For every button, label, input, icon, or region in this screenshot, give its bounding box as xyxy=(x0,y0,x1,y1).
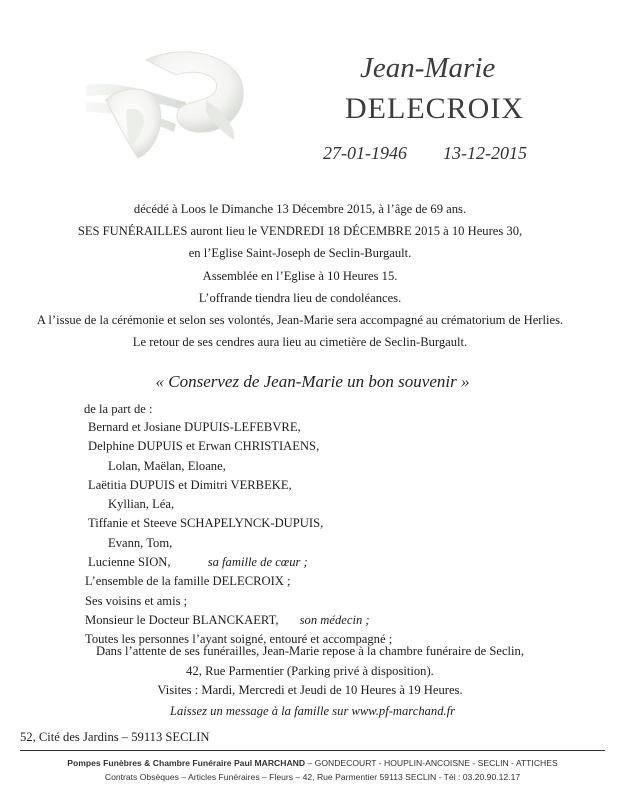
family-name: Lolan, Maëlan, Eloane, xyxy=(108,458,226,473)
family-address: 52, Cité des Jardins – 59113 SECLIN xyxy=(20,730,210,744)
family-line xyxy=(85,611,568,630)
family-note: son médecin ; xyxy=(299,612,370,627)
family-name: Ses voisins et amis ; xyxy=(85,593,188,608)
birth-date: 27-01-1946 xyxy=(323,143,407,163)
family-name: Monsieur le Docteur BLANCKAERT, xyxy=(85,612,279,627)
announcement-line: SES FUNÉRAILLES auront lieu le VENDREDI 18 DÉCEMBRE 2015 à 10 Heures 30, xyxy=(77,224,523,239)
announcement-line: Le retour de ses cendres aura lieu au cimetière de Seclin-Burgault. xyxy=(132,335,468,350)
deceased-last-name: DELECROIX xyxy=(345,92,524,125)
announcement-line: en l’Eglise Saint-Joseph de Seclin-Burgault. xyxy=(188,246,412,261)
family-line xyxy=(88,437,568,456)
from-intro: de la part de : xyxy=(84,402,153,416)
family-name: Toutes les personnes l’ayant soigné, entouré et accompagné ; xyxy=(85,632,393,647)
footer-line-2: Contrats Obsèques – Articles Funéraires – Fleurs – 42, Rue Parmentier 59113 SECLIN - Tél : 03.20.90.12.17 xyxy=(104,772,521,782)
family-line xyxy=(88,514,568,533)
family-line xyxy=(88,457,568,476)
family-line xyxy=(88,476,568,495)
memorial-quote: « Conservez de Jean-Marie un bon souvenir » xyxy=(155,372,470,391)
announcement-line: Assemblée en l’Eglise à 10 Heures 15. xyxy=(202,268,398,283)
announcement-line: L’offrande tiendra lieu de condoléances. xyxy=(198,290,402,305)
family-name: Delphine DUPUIS et Erwan CHRISTIAENS, xyxy=(88,439,320,454)
family-line xyxy=(88,495,568,514)
company-name: Pompes Funèbres & Chambre Funéraire Paul MARCHAND xyxy=(67,758,306,768)
family-name: Kyllian, Léa, xyxy=(108,497,175,512)
family-line xyxy=(88,418,568,437)
family-line xyxy=(85,572,568,591)
death-date: 13-12-2015 xyxy=(443,143,527,163)
family-note: sa famille de cœur ; xyxy=(207,555,308,570)
funeral-home-footer xyxy=(0,756,625,784)
family-name: Evann, Tom, xyxy=(108,535,173,550)
message-link-text: Laissez un message à la famille sur www.pf-marchand.fr xyxy=(169,704,456,718)
footer-divider xyxy=(20,750,605,751)
family-line xyxy=(85,592,568,611)
family-name: Laëtitia DUPUIS et Dimitri VERBEKE, xyxy=(88,477,292,492)
rest-info-line: 42, Rue Parmentier (Parking privé à disposition). xyxy=(186,663,434,678)
family-list xyxy=(85,418,568,650)
family-name: Tiffanie et Steeve SCHAPELYNCK-DUPUIS, xyxy=(88,516,324,531)
family-name: Lucienne SION, xyxy=(88,555,171,570)
footer-line-1 xyxy=(0,756,625,770)
calla-lily-image xyxy=(86,40,246,180)
family-name: L’ensemble de la famille DELECROIX ; xyxy=(85,574,291,589)
rest-info-line: Dans l’attente de ses funérailles, Jean-Marie repose à la chambre funéraire de Seclin, xyxy=(96,644,524,658)
rest-info-block xyxy=(60,642,560,701)
announcement-block xyxy=(20,198,580,353)
family-line xyxy=(88,553,568,572)
announcement-line: décédé à Loos le Dimanche 13 Décembre 2015, à l’âge de 69 ans. xyxy=(133,202,467,216)
announcement-line: A l’issue de la cérémonie et selon ses volontés, Jean-Marie sera accompagné au crématorium de Herlies. xyxy=(36,313,564,328)
family-line xyxy=(88,534,568,553)
deceased-first-name: Jean-Marie xyxy=(360,52,496,84)
company-locations: – GONDECOURT - HOUPLIN-ANCOISNE - SECLIN - ATTICHES xyxy=(305,758,558,768)
family-name: Bernard et Josiane DUPUIS-LEFEBVRE, xyxy=(88,420,301,434)
rest-info-line: Visites : Mardi, Mercredi et Jeudi de 10 Heures à 19 Heures. xyxy=(157,683,463,697)
